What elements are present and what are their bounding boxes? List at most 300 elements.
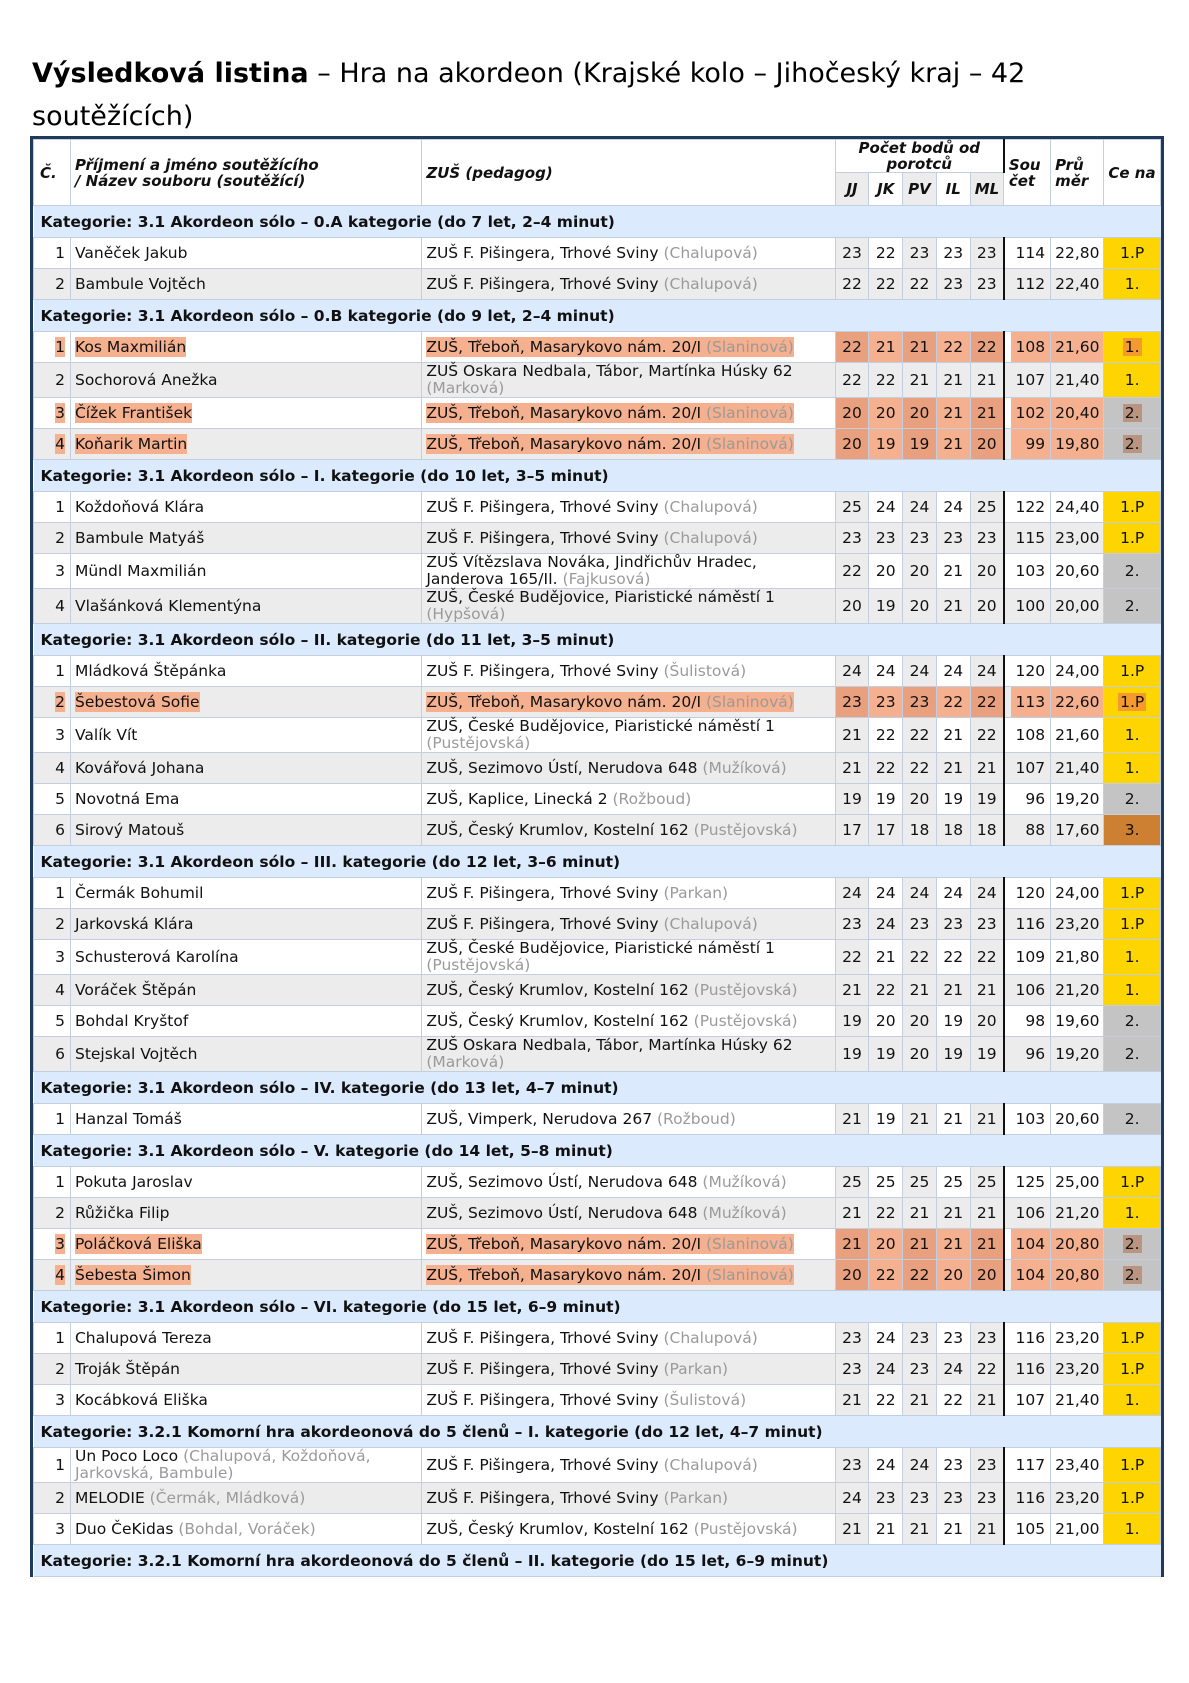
- category-row: [34, 206, 1161, 238]
- prize-badge: 1.: [1104, 975, 1161, 1006]
- contestant-name: Vaněček Jakub: [74, 243, 188, 262]
- row-number-value: 4: [55, 1265, 65, 1284]
- score-ml: 22: [970, 718, 1004, 753]
- score-il: 21: [936, 753, 970, 784]
- score-average: 23,20: [1051, 1354, 1104, 1385]
- row-number: 3: [34, 1385, 71, 1416]
- score-average: 23,20: [1051, 1323, 1104, 1354]
- score-jj: 20: [835, 429, 869, 460]
- school-cell: [422, 492, 835, 523]
- title-bold: Výsledková listina: [32, 58, 309, 89]
- score-jj: 25: [835, 1167, 869, 1198]
- category-row: [34, 1291, 1161, 1323]
- contestant-name: Šebesta Šimon: [74, 1265, 191, 1284]
- contestant-name: Čížek František: [74, 403, 193, 422]
- contestant-cell: [70, 1514, 421, 1545]
- teacher-name: (Chalupová): [663, 1455, 758, 1474]
- school-name-wrap: [426, 939, 775, 974]
- prize-badge: [1104, 687, 1161, 718]
- score-sum: 104: [1004, 1260, 1051, 1291]
- prize-badge: [1104, 429, 1161, 460]
- teacher-name: (Rožboud): [657, 1109, 736, 1128]
- score-ml: 18: [970, 815, 1004, 846]
- prize-badge: [1104, 398, 1161, 429]
- prize-badge: 3.: [1104, 815, 1161, 846]
- prize-value: 2.: [1124, 1234, 1140, 1253]
- score-pv: 21: [903, 332, 937, 363]
- score-pv: 24: [903, 1448, 937, 1483]
- header-prize: Ce na: [1104, 140, 1161, 206]
- teacher-name: (Pustějovská): [693, 820, 798, 839]
- header-sum: Sou čet: [1004, 140, 1051, 206]
- score-il: 23: [936, 1448, 970, 1483]
- row-number: 1: [34, 492, 71, 523]
- score-sum: 107: [1004, 363, 1051, 398]
- contestant-cell: [70, 1323, 421, 1354]
- score-il: 25: [936, 1167, 970, 1198]
- contestant-cell: [70, 1006, 421, 1037]
- school-name: ZUŠ, Sezimovo Ústí, Nerudova 648: [426, 1203, 698, 1222]
- score-jk: 19: [869, 589, 903, 624]
- row-number: 2: [34, 909, 71, 940]
- score-ml: 21: [970, 398, 1004, 429]
- row-number: [34, 429, 71, 460]
- prize-badge: 1.: [1104, 940, 1161, 975]
- row-number-value: 1: [55, 337, 65, 356]
- score-average: 21,20: [1051, 975, 1104, 1006]
- score-il: 24: [936, 492, 970, 523]
- table-row: [34, 1354, 1161, 1385]
- score-ml: 21: [970, 1198, 1004, 1229]
- score-il: 21: [936, 589, 970, 624]
- contestant-name: Vlašánková Klementýna: [74, 596, 262, 615]
- score-pv: 22: [903, 718, 937, 753]
- school-name: ZUŠ Vítězslava Nováka, Jindřichův Hradec, Janderova 165/II.: [426, 553, 757, 588]
- school-name: ZUŠ, Sezimovo Ústí, Nerudova 648: [426, 1172, 698, 1191]
- score-il: 19: [936, 784, 970, 815]
- prize-value: 2.: [1124, 403, 1140, 422]
- category-label: Kategorie: 3.1 Akordeon sólo – 0.B kategorie (do 9 let, 2–4 minut): [34, 300, 1161, 332]
- score-jj: 23: [835, 523, 869, 554]
- contestant-cell: [70, 269, 421, 300]
- score-ml: 23: [970, 238, 1004, 269]
- score-jj: 21: [835, 1514, 869, 1545]
- score-jj: 24: [835, 1483, 869, 1514]
- teacher-name: (Mužíková): [702, 1172, 787, 1191]
- score-sum: 122: [1004, 492, 1051, 523]
- contestant-name: Valík Vít: [74, 725, 138, 744]
- row-number: 1: [34, 1448, 71, 1483]
- school-name-wrap: [426, 1391, 746, 1409]
- contestant-cell: [70, 1198, 421, 1229]
- school-cell: [422, 656, 835, 687]
- score-average: 17,60: [1051, 815, 1104, 846]
- score-jk: 20: [869, 1229, 903, 1260]
- score-sum: 107: [1004, 1385, 1051, 1416]
- prize-badge: 1.P: [1104, 1167, 1161, 1198]
- teacher-name: (Marková): [426, 379, 505, 397]
- score-average: 21,40: [1051, 1385, 1104, 1416]
- score-sum: 102: [1004, 398, 1051, 429]
- score-ml: 22: [970, 940, 1004, 975]
- prize-value: 1.: [1124, 337, 1140, 356]
- prize-badge: 2.: [1104, 1104, 1161, 1135]
- school-cell: [422, 589, 835, 624]
- score-jj: 17: [835, 815, 869, 846]
- school-name: ZUŠ F. Pišingera, Trhové Sviny: [426, 883, 659, 902]
- contestant-cell: [70, 909, 421, 940]
- score-jk: 19: [869, 1104, 903, 1135]
- contestant-cell: [70, 363, 421, 398]
- score-pv: 21: [903, 1229, 937, 1260]
- contestant-cell: [70, 523, 421, 554]
- header-judge-pv: PV: [903, 173, 937, 206]
- ensemble-members: (Chalupová, Koždoňová, Jarkovská, Bambule): [74, 1447, 371, 1482]
- score-jk: 22: [869, 975, 903, 1006]
- school-name: ZUŠ, Třeboň, Masarykovo nám. 20/I: [426, 1265, 702, 1284]
- school-name: ZUŠ, Český Krumlov, Kostelní 162: [426, 1519, 689, 1538]
- prize-badge: 1.P: [1104, 238, 1161, 269]
- school-cell: [422, 815, 835, 846]
- school-name: ZUŠ F. Pišingera, Trhové Sviny: [426, 1328, 659, 1347]
- score-jk: 23: [869, 687, 903, 718]
- score-pv: 21: [903, 1104, 937, 1135]
- score-ml: 23: [970, 1448, 1004, 1483]
- score-jk: 19: [869, 784, 903, 815]
- school-cell: [422, 1354, 835, 1385]
- score-ml: 21: [970, 1385, 1004, 1416]
- score-ml: 22: [970, 687, 1004, 718]
- score-pv: 21: [903, 1514, 937, 1545]
- contestant-cell: [70, 589, 421, 624]
- row-number-value: 2: [55, 692, 65, 711]
- contestant-cell: [70, 784, 421, 815]
- score-pv: 20: [903, 398, 937, 429]
- score-jk: 23: [869, 1483, 903, 1514]
- school-cell: [422, 332, 835, 363]
- score-pv: 23: [903, 687, 937, 718]
- prize-badge: 1.P: [1104, 1323, 1161, 1354]
- teacher-name: (Chalupová): [663, 914, 758, 933]
- school-cell: [422, 398, 835, 429]
- school-name: ZUŠ, Třeboň, Masarykovo nám. 20/I: [426, 434, 702, 453]
- score-ml: 23: [970, 1323, 1004, 1354]
- teacher-name: (Slaninová): [705, 692, 794, 711]
- score-jj: 23: [835, 238, 869, 269]
- score-average: 24,00: [1051, 656, 1104, 687]
- score-average: 22,40: [1051, 269, 1104, 300]
- score-il: 23: [936, 523, 970, 554]
- contestant-name: Pokuta Jaroslav: [74, 1172, 193, 1191]
- teacher-name: (Chalupová): [663, 1328, 758, 1347]
- contestant-name: Novotná Ema: [74, 789, 180, 808]
- score-pv: 19: [903, 429, 937, 460]
- score-jk: 20: [869, 398, 903, 429]
- score-average: 23,40: [1051, 1448, 1104, 1483]
- contestant-cell: [70, 1385, 421, 1416]
- contestant-cell: [70, 1483, 421, 1514]
- score-sum: 117: [1004, 1448, 1051, 1483]
- contestant-cell: [70, 718, 421, 753]
- score-jk: 22: [869, 753, 903, 784]
- school-name: ZUŠ F. Pišingera, Trhové Sviny: [426, 1488, 659, 1507]
- table-row: [34, 269, 1161, 300]
- prize-badge: 1.P: [1104, 1483, 1161, 1514]
- school-name: ZUŠ, Český Krumlov, Kostelní 162: [426, 980, 689, 999]
- score-sum: 112: [1004, 269, 1051, 300]
- score-pv: 20: [903, 784, 937, 815]
- school-name-wrap: [426, 759, 786, 777]
- school-name: ZUŠ F. Pišingera, Trhové Sviny: [426, 661, 659, 680]
- row-number-value: 3: [55, 403, 65, 422]
- score-sum: 120: [1004, 878, 1051, 909]
- table-row: [34, 554, 1161, 589]
- table-row: [34, 784, 1161, 815]
- school-name: ZUŠ F. Pišingera, Trhové Sviny: [426, 1359, 659, 1378]
- header-name: [70, 140, 421, 206]
- score-sum: 96: [1004, 784, 1051, 815]
- score-average: 20,80: [1051, 1260, 1104, 1291]
- score-il: 24: [936, 656, 970, 687]
- row-number: 2: [34, 1483, 71, 1514]
- score-pv: 24: [903, 878, 937, 909]
- score-il: 21: [936, 1229, 970, 1260]
- score-sum: 103: [1004, 1104, 1051, 1135]
- row-number: 2: [34, 523, 71, 554]
- ensemble-members: (Čermák, Mládková): [149, 1488, 306, 1507]
- contestant-name: Sochorová Anežka: [74, 370, 218, 389]
- score-jk: 19: [869, 429, 903, 460]
- score-jk: 21: [869, 940, 903, 975]
- score-ml: 23: [970, 909, 1004, 940]
- score-jj: 24: [835, 656, 869, 687]
- school-name-wrap: [426, 244, 758, 262]
- score-jk: 22: [869, 718, 903, 753]
- teacher-name: (Slaninová): [705, 1265, 794, 1284]
- score-average: 21,40: [1051, 753, 1104, 784]
- school-cell: [422, 1104, 835, 1135]
- score-jk: 24: [869, 909, 903, 940]
- school-name-wrap: [426, 403, 793, 423]
- score-jk: 22: [869, 1385, 903, 1416]
- score-jj: 22: [835, 940, 869, 975]
- score-il: 24: [936, 878, 970, 909]
- score-pv: 23: [903, 523, 937, 554]
- prize-badge: 1.: [1104, 718, 1161, 753]
- score-sum: 116: [1004, 1483, 1051, 1514]
- school-name-wrap: [426, 790, 691, 808]
- category-label: Kategorie: 3.1 Akordeon sólo – II. kategorie (do 11 let, 3–5 minut): [34, 624, 1161, 656]
- school-name: ZUŠ Oskara Nedbala, Tábor, Martínka Húsky 62: [426, 1036, 793, 1054]
- row-number: 6: [34, 815, 71, 846]
- header-judge-jk: JK: [869, 173, 903, 206]
- school-cell: [422, 1198, 835, 1229]
- school-name-wrap: [426, 1110, 735, 1128]
- score-jj: 21: [835, 1198, 869, 1229]
- school-name-wrap: [426, 529, 758, 547]
- score-jk: 20: [869, 1006, 903, 1037]
- row-number: 1: [34, 238, 71, 269]
- prize-badge: 1.P: [1104, 1354, 1161, 1385]
- score-sum: 105: [1004, 1514, 1051, 1545]
- score-pv: 22: [903, 1260, 937, 1291]
- teacher-name: (Rožboud): [612, 789, 692, 808]
- score-average: 20,80: [1051, 1229, 1104, 1260]
- teacher-name: (Parkan): [663, 1488, 729, 1507]
- contestant-name: Voráček Štěpán: [74, 980, 197, 999]
- prize-badge: [1104, 1229, 1161, 1260]
- score-ml: 23: [970, 523, 1004, 554]
- score-ml: 22: [970, 1354, 1004, 1385]
- score-ml: 24: [970, 656, 1004, 687]
- contestant-name: Jarkovská Klára: [74, 914, 194, 933]
- category-row: [34, 624, 1161, 656]
- score-jj: 21: [835, 1229, 869, 1260]
- school-cell: [422, 1006, 835, 1037]
- table-row: [34, 589, 1161, 624]
- score-average: 21,00: [1051, 1514, 1104, 1545]
- score-average: 23,00: [1051, 523, 1104, 554]
- school-name-wrap: [426, 692, 793, 712]
- table-row: [34, 753, 1161, 784]
- category-label: Kategorie: 3.1 Akordeon sólo – III. kategorie (do 12 let, 3–6 minut): [34, 846, 1161, 878]
- score-jj: 21: [835, 1104, 869, 1135]
- contestant-name: Mündl Maxmilián: [74, 561, 207, 580]
- header-no: Č.: [34, 140, 71, 206]
- school-cell: [422, 1260, 835, 1291]
- score-ml: 19: [970, 784, 1004, 815]
- school-name-wrap: [426, 362, 792, 397]
- school-cell: [422, 1037, 835, 1072]
- header-school: ZUŠ (pedagog): [422, 140, 835, 206]
- prize-badge: 2.: [1104, 1006, 1161, 1037]
- category-label: Kategorie: 3.1 Akordeon sólo – 0.A kategorie (do 7 let, 2–4 minut): [34, 206, 1161, 238]
- score-sum: 106: [1004, 975, 1051, 1006]
- table-row: [34, 1260, 1161, 1291]
- score-il: 21: [936, 554, 970, 589]
- score-sum: 108: [1004, 718, 1051, 753]
- category-row: [34, 300, 1161, 332]
- row-number: 2: [34, 1198, 71, 1229]
- score-average: 23,20: [1051, 909, 1104, 940]
- table-row: [34, 1323, 1161, 1354]
- school-name-wrap: [426, 981, 797, 999]
- score-pv: 24: [903, 656, 937, 687]
- score-ml: 21: [970, 1514, 1004, 1545]
- contestant-name: Kovářová Johana: [74, 758, 205, 777]
- score-jk: 17: [869, 815, 903, 846]
- score-sum: 103: [1004, 554, 1051, 589]
- school-name: ZUŠ F. Pišingera, Trhové Sviny: [426, 914, 659, 933]
- score-il: 21: [936, 1514, 970, 1545]
- contestant-cell: [70, 1104, 421, 1135]
- category-row: [34, 846, 1161, 878]
- ensemble-members: (Bohdal, Voráček): [178, 1519, 316, 1538]
- score-jk: 21: [869, 332, 903, 363]
- score-pv: 21: [903, 1198, 937, 1229]
- score-il: 21: [936, 975, 970, 1006]
- score-average: 21,20: [1051, 1198, 1104, 1229]
- table-row: [34, 718, 1161, 753]
- score-il: 20: [936, 1260, 970, 1291]
- score-il: 21: [936, 718, 970, 753]
- score-jk: 24: [869, 878, 903, 909]
- score-il: 21: [936, 429, 970, 460]
- category-label: Kategorie: 3.2.1 Komorní hra akordeonová do 5 členů – I. kategorie (do 12 let, 4–7 minut): [34, 1416, 1161, 1448]
- school-name: ZUŠ F. Pišingera, Trhové Sviny: [426, 497, 659, 516]
- contestant-name: Duo ČeKidas: [74, 1519, 174, 1538]
- score-pv: 21: [903, 363, 937, 398]
- score-jk: 24: [869, 1354, 903, 1385]
- prize-badge: 1.P: [1104, 492, 1161, 523]
- category-label: Kategorie: 3.1 Akordeon sólo – VI. kategorie (do 15 let, 6–9 minut): [34, 1291, 1161, 1323]
- table-row: [34, 1198, 1161, 1229]
- school-name-wrap: [426, 1265, 793, 1285]
- score-jj: 23: [835, 1354, 869, 1385]
- teacher-name: (Pustějovská): [426, 734, 531, 752]
- prize-badge: 2.: [1104, 554, 1161, 589]
- header-judge-il: IL: [936, 173, 970, 206]
- prize-badge: 1.: [1104, 753, 1161, 784]
- contestant-name: MELODIE: [74, 1488, 145, 1507]
- score-sum: 116: [1004, 1323, 1051, 1354]
- category-row: [34, 1545, 1161, 1577]
- score-jj: 22: [835, 363, 869, 398]
- score-ml: 25: [970, 492, 1004, 523]
- score-sum: 106: [1004, 1198, 1051, 1229]
- score-sum: 109: [1004, 940, 1051, 975]
- score-il: 19: [936, 1037, 970, 1072]
- category-row: [34, 1135, 1161, 1167]
- header-name-line1: Příjmení a jméno soutěžícího: [74, 155, 319, 174]
- teacher-name: (Chalupová): [663, 497, 758, 516]
- school-name-wrap: [426, 498, 758, 516]
- score-jk: 22: [869, 363, 903, 398]
- prize-badge: 1.: [1104, 269, 1161, 300]
- score-il: 21: [936, 1198, 970, 1229]
- table-row: [34, 1104, 1161, 1135]
- page-title: [32, 52, 1112, 138]
- table-row: [34, 1037, 1161, 1072]
- school-cell: [422, 1385, 835, 1416]
- score-il: 23: [936, 238, 970, 269]
- row-number: 4: [34, 589, 71, 624]
- teacher-name: (Mužíková): [702, 1203, 787, 1222]
- row-number-value: 3: [55, 1234, 65, 1253]
- contestant-name: Růžička Filip: [74, 1203, 170, 1222]
- table-row: [34, 1385, 1161, 1416]
- contestant-name: Sirový Matouš: [74, 820, 185, 839]
- score-pv: 20: [903, 554, 937, 589]
- score-sum: 108: [1004, 332, 1051, 363]
- category-row: [34, 1072, 1161, 1104]
- table-row: [34, 492, 1161, 523]
- prize-value: 1.P: [1120, 692, 1145, 711]
- score-jj: 19: [835, 784, 869, 815]
- score-pv: 23: [903, 238, 937, 269]
- score-jj: 22: [835, 332, 869, 363]
- row-number: 3: [34, 718, 71, 753]
- teacher-name: (Pustějovská): [693, 1011, 798, 1030]
- score-jk: 25: [869, 1167, 903, 1198]
- score-jk: 22: [869, 238, 903, 269]
- contestant-cell: [70, 656, 421, 687]
- score-pv: 25: [903, 1167, 937, 1198]
- score-average: 19,20: [1051, 784, 1104, 815]
- contestant-name: Šebestová Sofie: [74, 692, 200, 711]
- prize-badge: 1.: [1104, 363, 1161, 398]
- row-number: [34, 398, 71, 429]
